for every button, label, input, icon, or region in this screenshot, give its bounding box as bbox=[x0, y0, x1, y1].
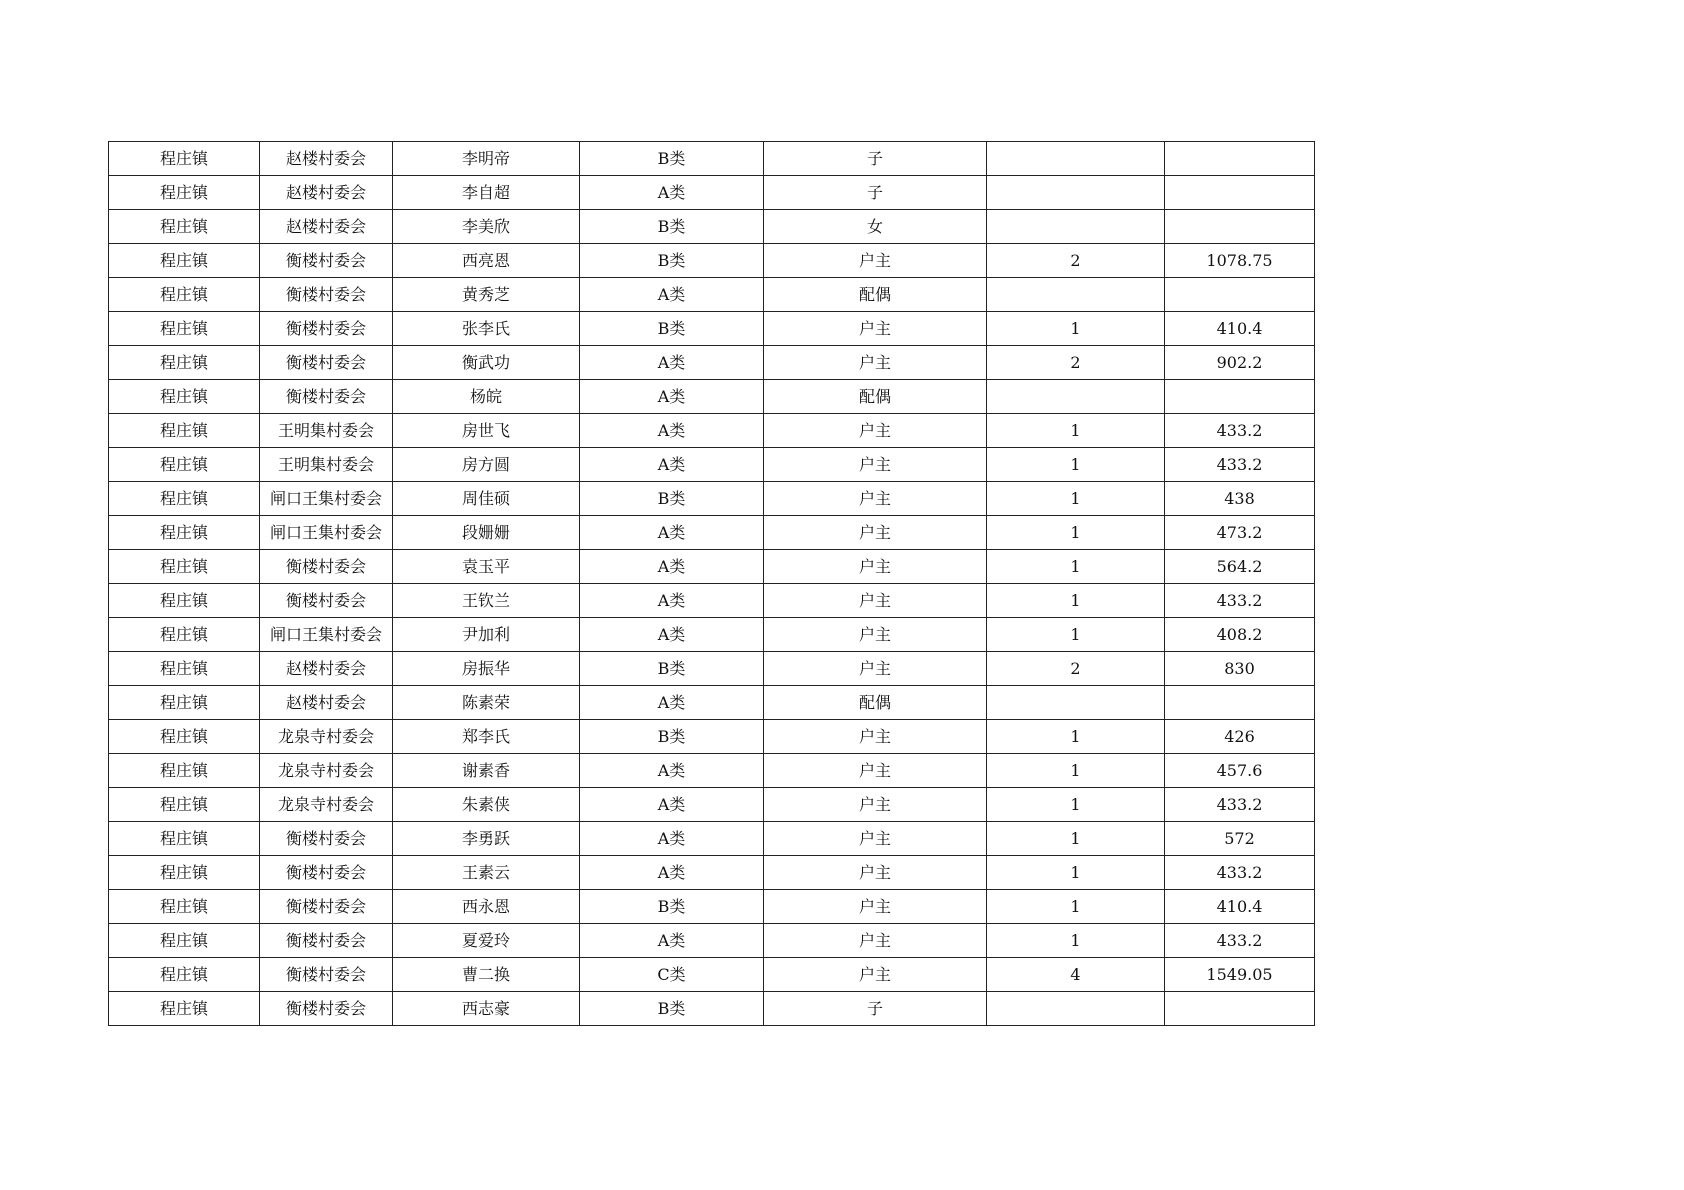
members-cell: 1 bbox=[987, 312, 1165, 346]
name-cell: 西志豪 bbox=[393, 992, 580, 1026]
town-cell: 程庄镇 bbox=[109, 414, 260, 448]
members-cell: 2 bbox=[987, 652, 1165, 686]
name-cell: 房振华 bbox=[393, 652, 580, 686]
village-cell: 衡楼村委会 bbox=[260, 380, 393, 414]
village-cell: 衡楼村委会 bbox=[260, 958, 393, 992]
table-row bbox=[109, 516, 1315, 550]
town-cell: 程庄镇 bbox=[109, 448, 260, 482]
category-cell: A类 bbox=[580, 788, 764, 822]
town-cell: 程庄镇 bbox=[109, 550, 260, 584]
relation-cell: 户主 bbox=[764, 822, 987, 856]
table-row bbox=[109, 754, 1315, 788]
category-cell: A类 bbox=[580, 754, 764, 788]
table-row bbox=[109, 278, 1315, 312]
village-cell: 衡楼村委会 bbox=[260, 890, 393, 924]
table-body bbox=[109, 142, 1315, 1026]
table-row bbox=[109, 618, 1315, 652]
category-cell: A类 bbox=[580, 448, 764, 482]
relation-cell: 子 bbox=[764, 176, 987, 210]
relation-cell: 户主 bbox=[764, 244, 987, 278]
name-cell: 曹二换 bbox=[393, 958, 580, 992]
relation-cell: 配偶 bbox=[764, 686, 987, 720]
amount-cell bbox=[1165, 278, 1315, 312]
name-cell: 周佳硕 bbox=[393, 482, 580, 516]
members-cell: 2 bbox=[987, 346, 1165, 380]
amount-cell: 564.2 bbox=[1165, 550, 1315, 584]
table-row bbox=[109, 958, 1315, 992]
town-cell: 程庄镇 bbox=[109, 754, 260, 788]
amount-cell: 433.2 bbox=[1165, 856, 1315, 890]
table-row bbox=[109, 584, 1315, 618]
relation-cell: 户主 bbox=[764, 958, 987, 992]
amount-cell bbox=[1165, 992, 1315, 1026]
name-cell: 西永恩 bbox=[393, 890, 580, 924]
village-cell: 闸口王集村委会 bbox=[260, 482, 393, 516]
relation-cell: 户主 bbox=[764, 856, 987, 890]
category-cell: A类 bbox=[580, 686, 764, 720]
amount-cell: 457.6 bbox=[1165, 754, 1315, 788]
household-table bbox=[108, 141, 1315, 1026]
amount-cell: 410.4 bbox=[1165, 890, 1315, 924]
relation-cell: 户主 bbox=[764, 584, 987, 618]
name-cell: 张李氏 bbox=[393, 312, 580, 346]
category-cell: B类 bbox=[580, 652, 764, 686]
members-cell: 1 bbox=[987, 822, 1165, 856]
relation-cell: 户主 bbox=[764, 890, 987, 924]
members-cell: 1 bbox=[987, 414, 1165, 448]
members-cell: 1 bbox=[987, 754, 1165, 788]
amount-cell: 433.2 bbox=[1165, 788, 1315, 822]
table-row bbox=[109, 346, 1315, 380]
relation-cell: 女 bbox=[764, 210, 987, 244]
village-cell: 衡楼村委会 bbox=[260, 244, 393, 278]
table-row bbox=[109, 414, 1315, 448]
category-cell: A类 bbox=[580, 618, 764, 652]
members-cell: 1 bbox=[987, 550, 1165, 584]
amount-cell: 426 bbox=[1165, 720, 1315, 754]
village-cell: 龙泉寺村委会 bbox=[260, 788, 393, 822]
name-cell: 房世飞 bbox=[393, 414, 580, 448]
relation-cell: 户主 bbox=[764, 720, 987, 754]
name-cell: 夏爱玲 bbox=[393, 924, 580, 958]
amount-cell: 433.2 bbox=[1165, 584, 1315, 618]
village-cell: 闸口王集村委会 bbox=[260, 618, 393, 652]
town-cell: 程庄镇 bbox=[109, 516, 260, 550]
town-cell: 程庄镇 bbox=[109, 142, 260, 176]
town-cell: 程庄镇 bbox=[109, 618, 260, 652]
amount-cell: 902.2 bbox=[1165, 346, 1315, 380]
name-cell: 黄秀芝 bbox=[393, 278, 580, 312]
amount-cell bbox=[1165, 380, 1315, 414]
table-row bbox=[109, 448, 1315, 482]
relation-cell: 户主 bbox=[764, 448, 987, 482]
category-cell: A类 bbox=[580, 380, 764, 414]
village-cell: 赵楼村委会 bbox=[260, 142, 393, 176]
town-cell: 程庄镇 bbox=[109, 958, 260, 992]
relation-cell: 户主 bbox=[764, 550, 987, 584]
name-cell: 谢素香 bbox=[393, 754, 580, 788]
village-cell: 龙泉寺村委会 bbox=[260, 720, 393, 754]
members-cell: 1 bbox=[987, 516, 1165, 550]
relation-cell: 户主 bbox=[764, 482, 987, 516]
members-cell bbox=[987, 380, 1165, 414]
town-cell: 程庄镇 bbox=[109, 720, 260, 754]
amount-cell: 433.2 bbox=[1165, 414, 1315, 448]
category-cell: B类 bbox=[580, 312, 764, 346]
relation-cell: 配偶 bbox=[764, 278, 987, 312]
category-cell: B类 bbox=[580, 890, 764, 924]
amount-cell bbox=[1165, 142, 1315, 176]
members-cell: 1 bbox=[987, 720, 1165, 754]
village-cell: 衡楼村委会 bbox=[260, 822, 393, 856]
amount-cell bbox=[1165, 686, 1315, 720]
amount-cell bbox=[1165, 176, 1315, 210]
members-cell: 1 bbox=[987, 618, 1165, 652]
town-cell: 程庄镇 bbox=[109, 856, 260, 890]
name-cell: 杨皖 bbox=[393, 380, 580, 414]
table-row bbox=[109, 176, 1315, 210]
name-cell: 房方圆 bbox=[393, 448, 580, 482]
amount-cell: 433.2 bbox=[1165, 924, 1315, 958]
town-cell: 程庄镇 bbox=[109, 176, 260, 210]
village-cell: 王明集村委会 bbox=[260, 448, 393, 482]
category-cell: A类 bbox=[580, 822, 764, 856]
members-cell: 4 bbox=[987, 958, 1165, 992]
category-cell: A类 bbox=[580, 176, 764, 210]
category-cell: A类 bbox=[580, 346, 764, 380]
relation-cell: 子 bbox=[764, 992, 987, 1026]
village-cell: 闸口王集村委会 bbox=[260, 516, 393, 550]
town-cell: 程庄镇 bbox=[109, 244, 260, 278]
relation-cell: 配偶 bbox=[764, 380, 987, 414]
table-row bbox=[109, 992, 1315, 1026]
table-row bbox=[109, 924, 1315, 958]
relation-cell: 户主 bbox=[764, 312, 987, 346]
relation-cell: 户主 bbox=[764, 346, 987, 380]
category-cell: A类 bbox=[580, 278, 764, 312]
town-cell: 程庄镇 bbox=[109, 380, 260, 414]
table-row bbox=[109, 380, 1315, 414]
category-cell: B类 bbox=[580, 244, 764, 278]
amount-cell: 410.4 bbox=[1165, 312, 1315, 346]
table-row bbox=[109, 822, 1315, 856]
table-row bbox=[109, 686, 1315, 720]
members-cell: 1 bbox=[987, 482, 1165, 516]
village-cell: 衡楼村委会 bbox=[260, 312, 393, 346]
name-cell: 尹加利 bbox=[393, 618, 580, 652]
name-cell: 段姗姗 bbox=[393, 516, 580, 550]
table-row bbox=[109, 312, 1315, 346]
town-cell: 程庄镇 bbox=[109, 482, 260, 516]
village-cell: 衡楼村委会 bbox=[260, 550, 393, 584]
table-row bbox=[109, 890, 1315, 924]
category-cell: A类 bbox=[580, 414, 764, 448]
village-cell: 赵楼村委会 bbox=[260, 176, 393, 210]
name-cell: 郑李氏 bbox=[393, 720, 580, 754]
amount-cell: 433.2 bbox=[1165, 448, 1315, 482]
village-cell: 衡楼村委会 bbox=[260, 278, 393, 312]
name-cell: 西亮恩 bbox=[393, 244, 580, 278]
category-cell: A类 bbox=[580, 924, 764, 958]
members-cell: 1 bbox=[987, 584, 1165, 618]
village-cell: 衡楼村委会 bbox=[260, 584, 393, 618]
village-cell: 衡楼村委会 bbox=[260, 856, 393, 890]
table-row bbox=[109, 856, 1315, 890]
town-cell: 程庄镇 bbox=[109, 346, 260, 380]
village-cell: 龙泉寺村委会 bbox=[260, 754, 393, 788]
members-cell bbox=[987, 176, 1165, 210]
relation-cell: 户主 bbox=[764, 516, 987, 550]
members-cell bbox=[987, 210, 1165, 244]
category-cell: B类 bbox=[580, 142, 764, 176]
town-cell: 程庄镇 bbox=[109, 992, 260, 1026]
members-cell: 1 bbox=[987, 924, 1165, 958]
name-cell: 袁玉平 bbox=[393, 550, 580, 584]
name-cell: 李明帝 bbox=[393, 142, 580, 176]
relation-cell: 户主 bbox=[764, 618, 987, 652]
members-cell: 1 bbox=[987, 890, 1165, 924]
members-cell: 1 bbox=[987, 448, 1165, 482]
relation-cell: 户主 bbox=[764, 788, 987, 822]
members-cell: 1 bbox=[987, 856, 1165, 890]
town-cell: 程庄镇 bbox=[109, 652, 260, 686]
category-cell: B类 bbox=[580, 992, 764, 1026]
name-cell: 李美欣 bbox=[393, 210, 580, 244]
amount-cell: 438 bbox=[1165, 482, 1315, 516]
town-cell: 程庄镇 bbox=[109, 210, 260, 244]
town-cell: 程庄镇 bbox=[109, 924, 260, 958]
town-cell: 程庄镇 bbox=[109, 278, 260, 312]
members-cell bbox=[987, 142, 1165, 176]
name-cell: 陈素荣 bbox=[393, 686, 580, 720]
table-row bbox=[109, 720, 1315, 754]
name-cell: 王素云 bbox=[393, 856, 580, 890]
members-cell: 1 bbox=[987, 788, 1165, 822]
table-row bbox=[109, 210, 1315, 244]
table-row bbox=[109, 142, 1315, 176]
category-cell: A类 bbox=[580, 856, 764, 890]
village-cell: 赵楼村委会 bbox=[260, 210, 393, 244]
name-cell: 李勇跃 bbox=[393, 822, 580, 856]
relation-cell: 子 bbox=[764, 142, 987, 176]
members-cell: 2 bbox=[987, 244, 1165, 278]
village-cell: 衡楼村委会 bbox=[260, 924, 393, 958]
town-cell: 程庄镇 bbox=[109, 584, 260, 618]
village-cell: 赵楼村委会 bbox=[260, 652, 393, 686]
members-cell bbox=[987, 992, 1165, 1026]
amount-cell: 830 bbox=[1165, 652, 1315, 686]
amount-cell: 408.2 bbox=[1165, 618, 1315, 652]
category-cell: A类 bbox=[580, 584, 764, 618]
amount-cell: 473.2 bbox=[1165, 516, 1315, 550]
table-row bbox=[109, 550, 1315, 584]
category-cell: B类 bbox=[580, 482, 764, 516]
village-cell: 王明集村委会 bbox=[260, 414, 393, 448]
members-cell bbox=[987, 686, 1165, 720]
name-cell: 衡武功 bbox=[393, 346, 580, 380]
relation-cell: 户主 bbox=[764, 414, 987, 448]
village-cell: 赵楼村委会 bbox=[260, 686, 393, 720]
town-cell: 程庄镇 bbox=[109, 312, 260, 346]
table-row bbox=[109, 652, 1315, 686]
category-cell: A类 bbox=[580, 550, 764, 584]
category-cell: B类 bbox=[580, 720, 764, 754]
name-cell: 王钦兰 bbox=[393, 584, 580, 618]
name-cell: 朱素侠 bbox=[393, 788, 580, 822]
village-cell: 衡楼村委会 bbox=[260, 992, 393, 1026]
relation-cell: 户主 bbox=[764, 924, 987, 958]
town-cell: 程庄镇 bbox=[109, 788, 260, 822]
category-cell: C类 bbox=[580, 958, 764, 992]
table-row bbox=[109, 482, 1315, 516]
category-cell: A类 bbox=[580, 516, 764, 550]
relation-cell: 户主 bbox=[764, 754, 987, 788]
amount-cell: 1078.75 bbox=[1165, 244, 1315, 278]
town-cell: 程庄镇 bbox=[109, 686, 260, 720]
amount-cell: 572 bbox=[1165, 822, 1315, 856]
table-row bbox=[109, 788, 1315, 822]
relation-cell: 户主 bbox=[764, 652, 987, 686]
amount-cell bbox=[1165, 210, 1315, 244]
members-cell bbox=[987, 278, 1165, 312]
village-cell: 衡楼村委会 bbox=[260, 346, 393, 380]
category-cell: B类 bbox=[580, 210, 764, 244]
name-cell: 李自超 bbox=[393, 176, 580, 210]
town-cell: 程庄镇 bbox=[109, 822, 260, 856]
table-row bbox=[109, 244, 1315, 278]
town-cell: 程庄镇 bbox=[109, 890, 260, 924]
amount-cell: 1549.05 bbox=[1165, 958, 1315, 992]
